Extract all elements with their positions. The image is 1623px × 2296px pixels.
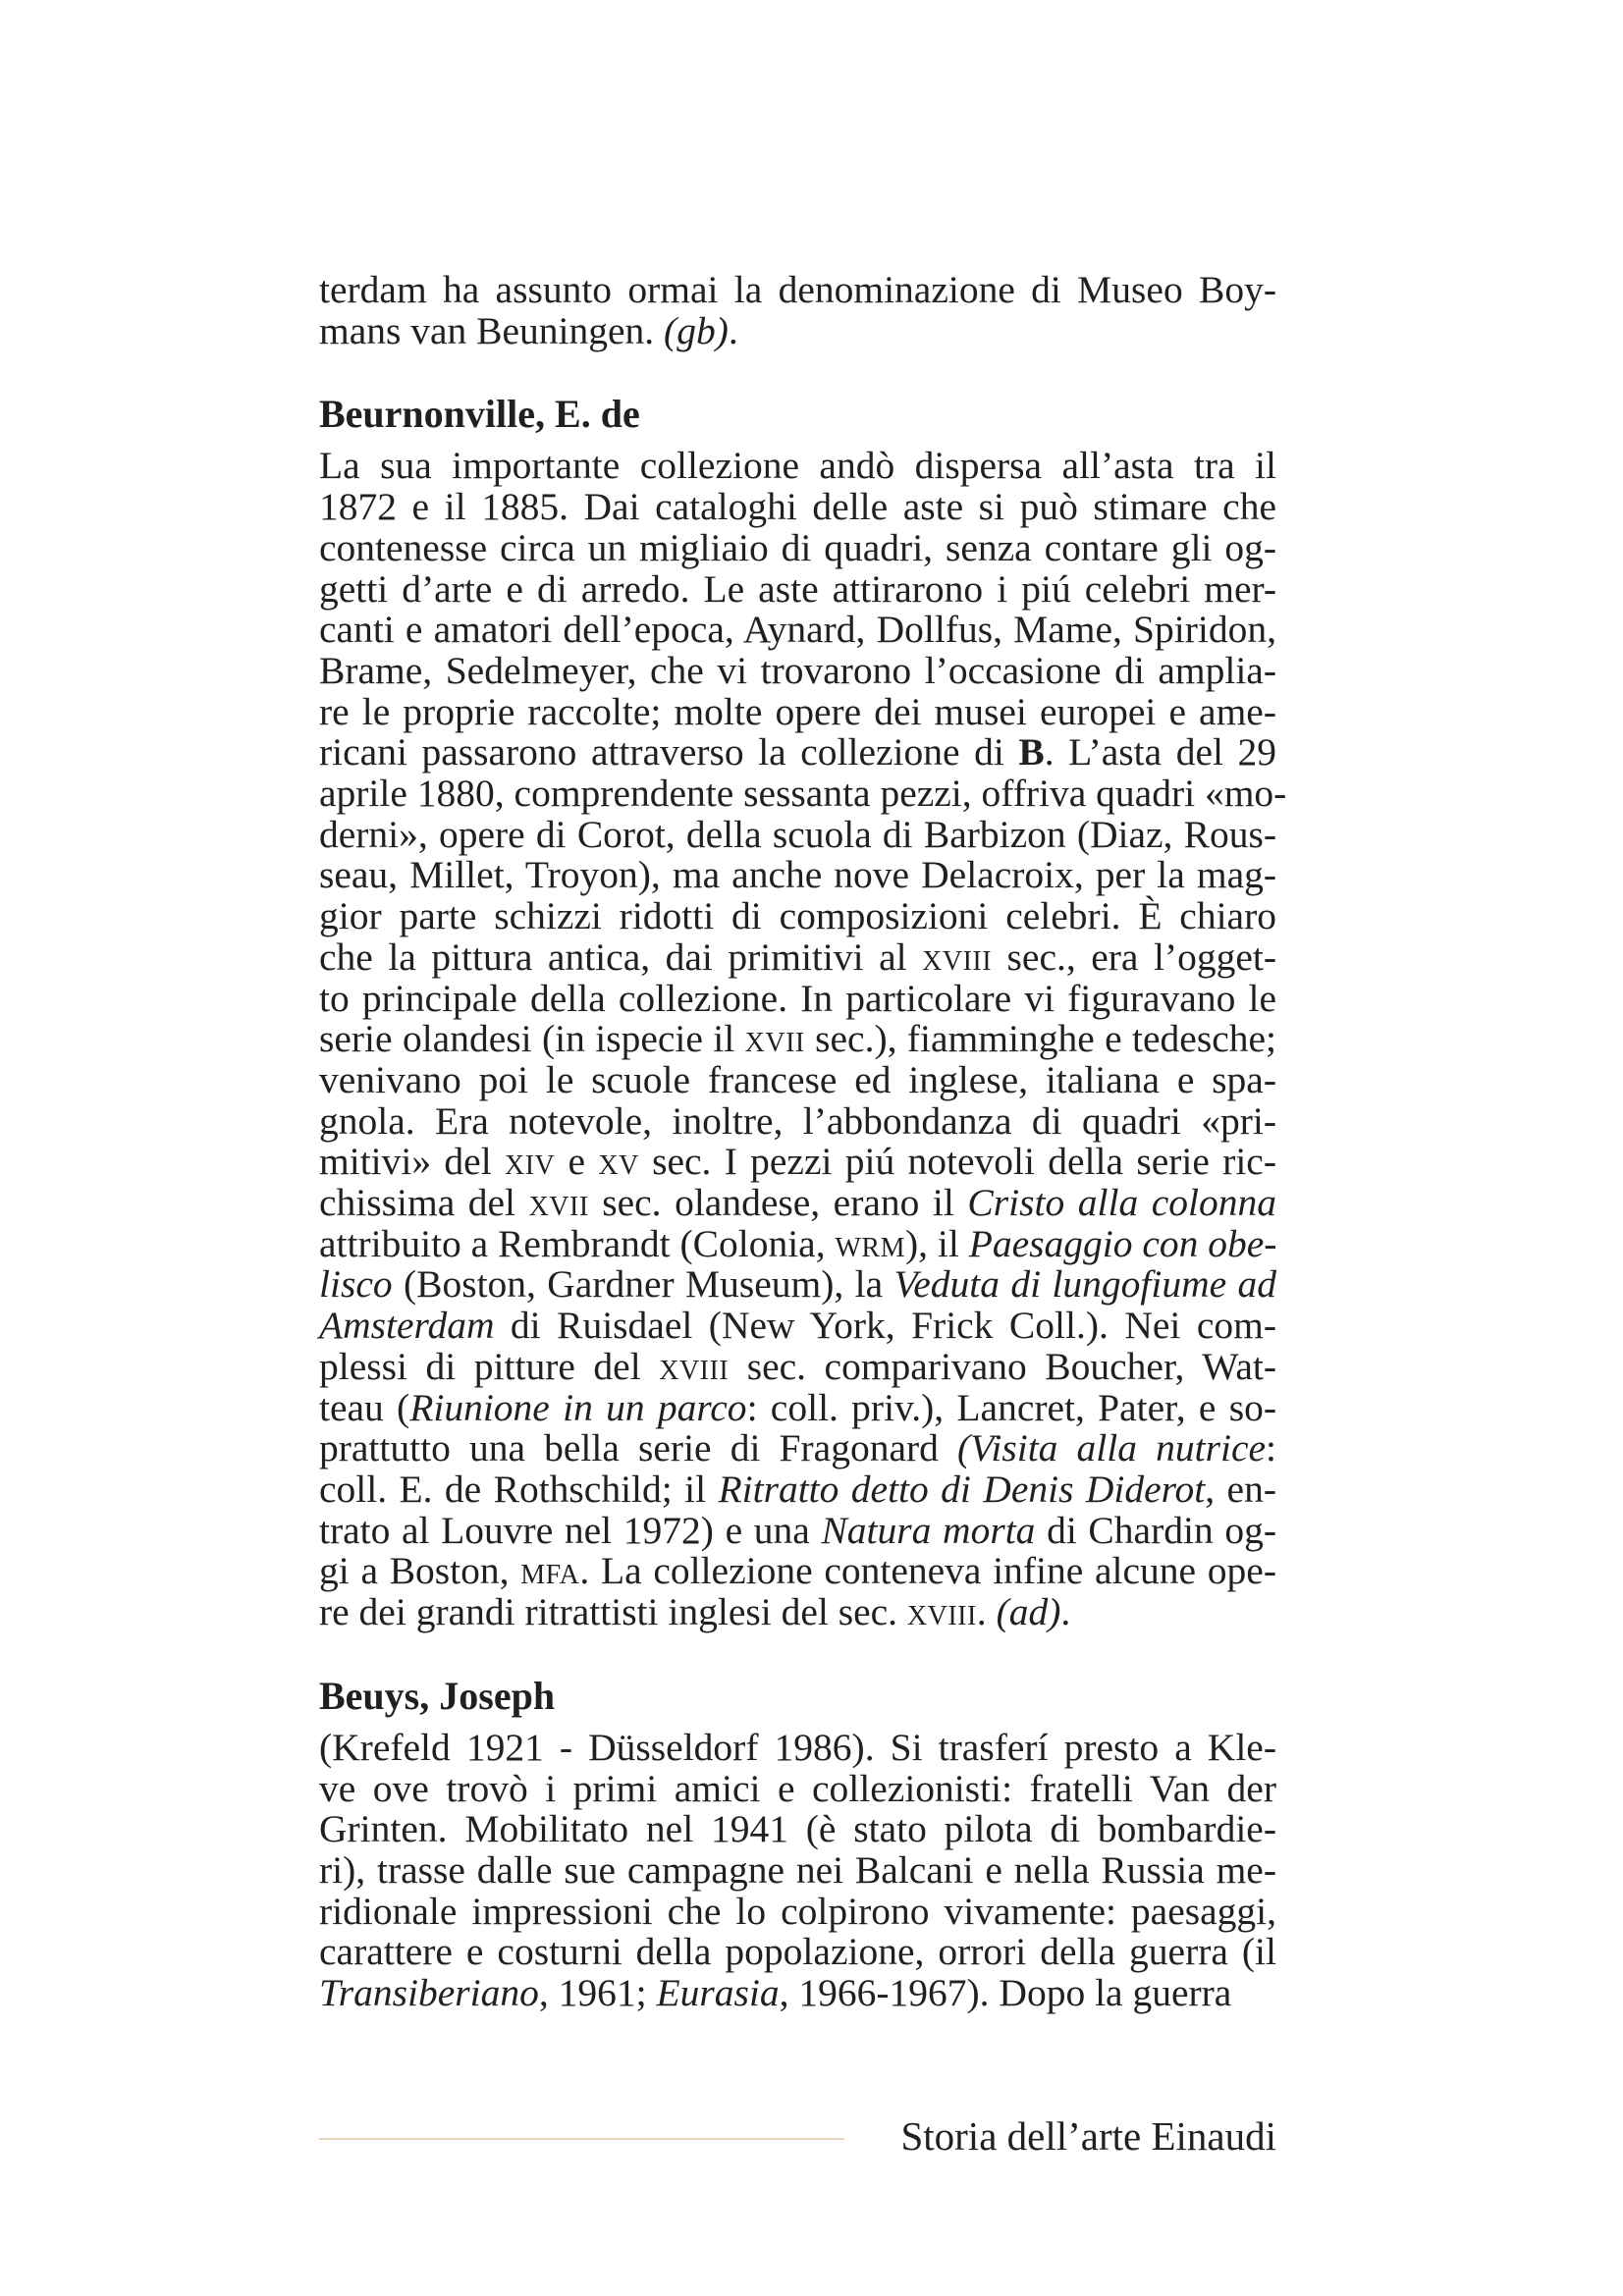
text-line: chissima del xvii sec. olandese, erano il Cristo alla colonna <box>319 1181 1276 1225</box>
text-line: prattutto una bella serie di Fragonard (Visita alla nutrice: <box>319 1426 1276 1470</box>
text-line: mans van Beuningen. (gb). <box>319 308 738 352</box>
text-line: coll. E. de Rothschild; il Ritratto detto di Denis Diderot, en- <box>319 1467 1276 1511</box>
text-line: ri), trasse dalle sue campagne nei Balcani e nella Russia me- <box>319 1847 1276 1892</box>
text-line: re le proprie raccolte; molte opere dei musei europei e ame- <box>319 689 1276 733</box>
text-line: canti e amatori dell’epoca, Aynard, Dollfus, Mame, Spiridon, <box>319 608 1276 652</box>
text-line: gnola. Era notevole, inoltre, l’abbondanza di quadri «pri- <box>319 1098 1276 1143</box>
text-line: ve ove trovò i primi amici e collezionisti: fratelli Van der <box>319 1766 1276 1810</box>
text-line: aprile 1880, comprendente sessanta pezzi, offriva quadri «mo- <box>319 772 1287 816</box>
text-line: Amsterdam di Ruisdael (New York, Frick Coll.). Nei com- <box>319 1304 1276 1348</box>
text-line: mitivi» del xiv e xv sec. I pezzi piú notevoli della serie ric- <box>319 1140 1276 1184</box>
text-line: attribuito a Rembrandt (Colonia, wrm), il Paesaggio con obe- <box>319 1221 1277 1265</box>
footer-label: Storia dell’arte Einaudi <box>900 2113 1276 2159</box>
continuation-paragraph <box>319 270 1276 351</box>
text-line: ricani passarono attraverso la collezione di B. L’asta del 29 <box>319 730 1276 774</box>
text-line: lisco (Boston, Gardner Museum), la Veduta di lungofiume ad <box>319 1262 1276 1307</box>
text-line: contenesse circa un migliaio di quadri, senza contare gli og- <box>319 525 1276 569</box>
text-line: ridionale impressioni che lo colpirono vivamente: paesaggi, <box>319 1889 1276 1933</box>
text-line: gi a Boston, mfa. La collezione conteneva infine alcune ope- <box>319 1549 1276 1593</box>
text-line: Brame, Sedelmeyer, che vi trovarono l’occasione di amplia- <box>319 648 1276 692</box>
text-line: derni», opere di Corot, della scuola di Barbizon (Diaz, Rous- <box>319 812 1276 856</box>
entry-body-beuys <box>319 1725 1276 2015</box>
text-line: Grinten. Mobilitato nel 1941 (è stato pilota di bombardie- <box>319 1807 1276 1851</box>
text-line: plessi di pitture del xviii sec. comparivano Boucher, Wat- <box>319 1344 1276 1388</box>
text-line: gior parte schizzi ridotti di composizioni celebri. È chiaro <box>319 894 1276 938</box>
text-line: re dei grandi ritrattisti inglesi del sec. xviii. (ad). <box>319 1590 1071 1634</box>
entry-body-beurnonville <box>319 444 1287 1634</box>
text-line: carattere e costurni della popolazione, orrori della guerra (il <box>319 1930 1276 1974</box>
footer-rule <box>319 2138 844 2140</box>
text-line: Transiberiano, 1961; Eurasia, 1966-1967). Dopo la guerra <box>319 1971 1232 2015</box>
text-line: La sua importante collezione andò dispersa all’asta tra il <box>319 444 1276 488</box>
text-line: trato al Louvre nel 1972) e una Natura morta di Chardin og- <box>319 1508 1276 1552</box>
entry-heading-beuys: Beuys, Joseph <box>319 1673 556 1718</box>
entry-heading-beurnonville: Beurnonville, E. de <box>319 392 640 437</box>
text-line: teau (Riunione in un parco: coll. priv.), Lancret, Pater, e so- <box>319 1385 1276 1429</box>
text-line: terdam ha assunto ormai la denominazione di Museo Boy- <box>319 268 1276 311</box>
text-line: seau, Millet, Troyon), ma anche nove Delacroix, per la mag- <box>319 853 1276 897</box>
text-line: che la pittura antica, dai primitivi al xviii sec., era l’ogget- <box>319 934 1276 979</box>
text-line: getti d’arte e di arredo. Le aste attirarono i piú celebri mer- <box>319 566 1276 611</box>
text-line: 1872 e il 1885. Dai cataloghi delle aste si può stimare che <box>319 485 1276 529</box>
page-text <box>319 268 1287 2015</box>
text-line: to principale della collezione. In particolare vi figuravano le <box>319 976 1276 1020</box>
text-line: (Krefeld 1921 - Düsseldorf 1986). Si trasferí presto a Kle- <box>319 1725 1276 1769</box>
text-line: venivano poi le scuole francese ed inglese, italiana e spa- <box>319 1057 1276 1101</box>
text-line: serie olandesi (in ispecie il xvii sec.), fiamminghe e tedesche; <box>319 1017 1276 1061</box>
